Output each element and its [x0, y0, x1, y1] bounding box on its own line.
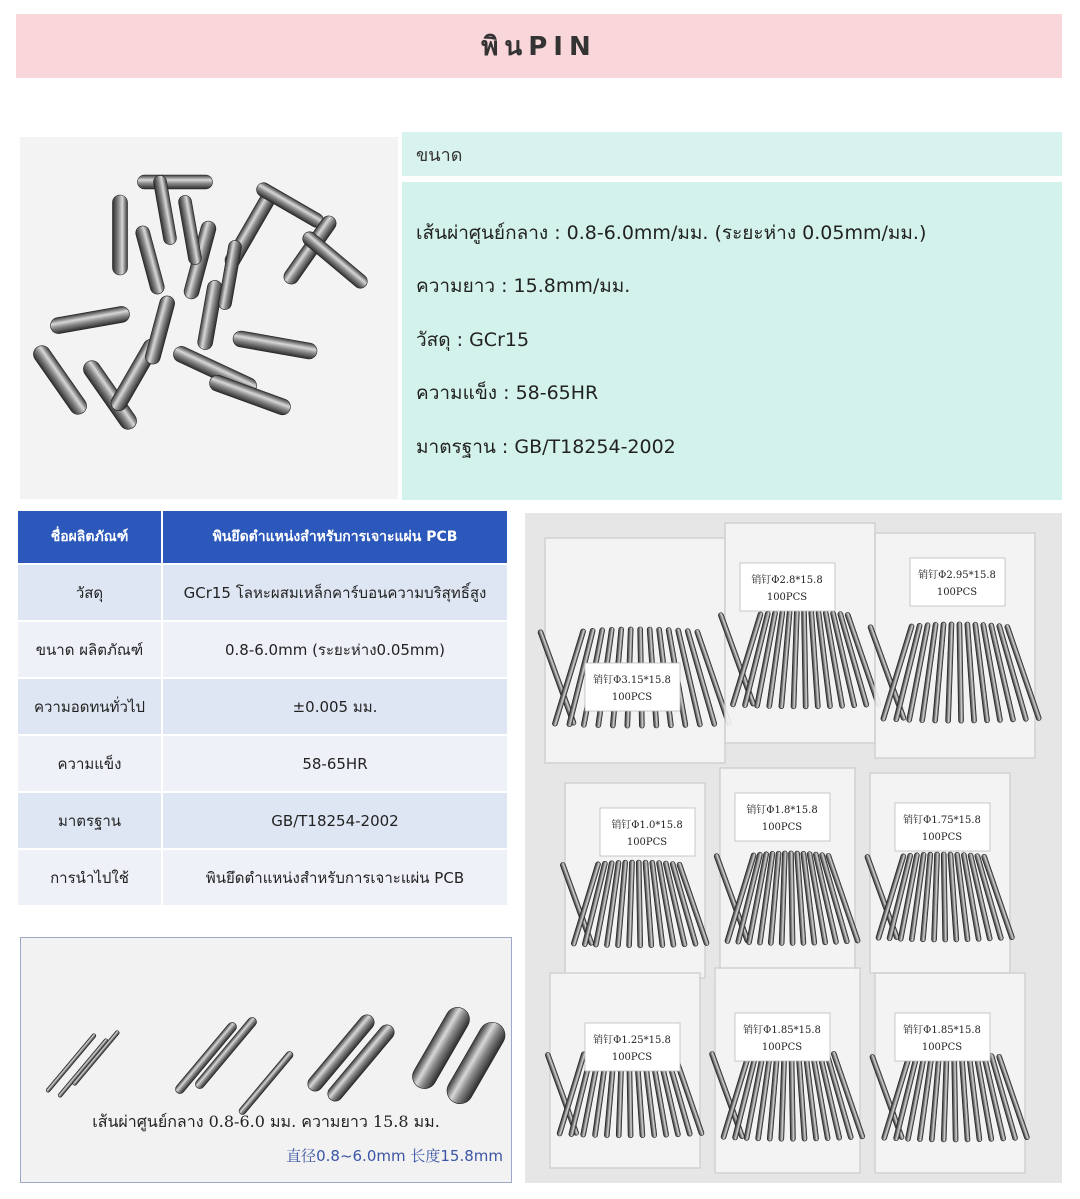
- pin-bags-photo: [525, 513, 1062, 1183]
- spec-diameter: เส้นผ่าศูนย์กลาง : 0.8-6.0mm/มม. (ระยะห่าง 0.05mm/มม.): [416, 221, 927, 244]
- pins-pile-photo: [20, 137, 398, 499]
- bag-qty-text: 100PCS: [921, 1042, 963, 1053]
- pin-shape: [72, 1030, 120, 1086]
- pin-bags-image: [525, 513, 1062, 1183]
- table-cell-value: 0.8-6.0mm (ระยะห่าง0.05mm): [162, 621, 508, 678]
- bag-label-text: 销钉Φ1.85*15.8: [903, 1025, 981, 1036]
- table-cell-value: GCr15 โลหะผสมเหล็กคาร์บอนความบริสุทธิ์สูง: [162, 564, 508, 621]
- pin-shape: [197, 279, 224, 351]
- spec-material: วัสดุ : GCr15: [416, 328, 530, 351]
- table-cell-label: ความอดทนทั่วไป: [17, 678, 162, 735]
- bag-label: [895, 1013, 990, 1061]
- bag-label: [735, 1013, 830, 1061]
- product-table: [16, 509, 509, 907]
- table-cell-label: ขนาด ผลิตภัณฑ์: [17, 621, 162, 678]
- table-row: [17, 792, 508, 849]
- bag-label-text: 销钉Φ1.25*15.8: [593, 1035, 671, 1046]
- bag-qty-text: 100PCS: [611, 692, 653, 703]
- table-cell-value: GB/T18254-2002: [162, 792, 508, 849]
- pin-sizes-photo: [20, 937, 512, 1183]
- bag-label: [585, 663, 680, 711]
- bag-label-text: 销钉Φ2.95*15.8: [918, 570, 996, 581]
- bag-label: [910, 558, 1005, 606]
- bag-qty-text: 100PCS: [626, 837, 668, 848]
- table-cell-label: มาตรฐาน: [17, 792, 162, 849]
- table-row: [17, 735, 508, 792]
- bag-label-text: 销钉Φ1.0*15.8: [611, 820, 683, 831]
- bag-qty-text: 100PCS: [936, 587, 978, 598]
- table-header-row: [17, 510, 508, 564]
- bag-label-text: 销钉Φ1.8*15.8: [746, 805, 818, 816]
- table-cell-value: ±0.005 มม.: [162, 678, 508, 735]
- bag-label-text: 销钉Φ3.15*15.8: [593, 675, 671, 686]
- table-row: [17, 678, 508, 735]
- bag-label-text: 销钉Φ1.75*15.8: [903, 815, 981, 826]
- pin-shape: [138, 175, 213, 189]
- bag-label: [895, 803, 990, 851]
- pin-shape: [30, 342, 90, 417]
- table-row: [17, 621, 508, 678]
- bag-label: [585, 1023, 680, 1071]
- bag-qty-text: 100PCS: [761, 1042, 803, 1053]
- spec-body: [402, 182, 1062, 500]
- bag-qty-text: 100PCS: [766, 592, 808, 603]
- table-cell-label: วัสดุ: [17, 564, 162, 621]
- page-title: พินPIN: [481, 31, 597, 62]
- spec-length: ความยาว : 15.8mm/มม.: [416, 275, 631, 298]
- pin-caption-thai: เส้นผ่าศูนย์กลาง 0.8-6.0 มม. ความยาว 15.8 มม.: [92, 1112, 440, 1131]
- bag-label: [600, 808, 695, 856]
- pin-shape: [178, 194, 203, 265]
- pins-pile-image: [20, 137, 398, 499]
- pin-caption-chinese: 直径0.8~6.0mm 长度15.8mm: [286, 1147, 503, 1165]
- pin-shape: [232, 330, 318, 361]
- pin-shape: [134, 224, 166, 295]
- page-title-bar: [16, 14, 1062, 78]
- pin-shape: [218, 239, 243, 310]
- pin-shape: [238, 1050, 295, 1116]
- table-header-label: ชื่อผลิตภัณฑ์: [17, 510, 162, 564]
- spec-header: ขนาด: [402, 132, 1062, 176]
- table-row: [17, 849, 508, 906]
- bag-label-text: 销钉Φ2.8*15.8: [751, 575, 823, 586]
- table-cell-value: 58-65HR: [162, 735, 508, 792]
- table-row: [17, 564, 508, 621]
- spec-hardness: ความแข็ง : 58-65HR: [416, 382, 599, 405]
- pin-shape: [49, 305, 131, 335]
- table-cell-label: การนำไปใช้: [17, 849, 162, 906]
- table-cell-value: พินยึดตำแหน่งสำหรับการเจาะแผ่น PCB: [162, 849, 508, 906]
- bag-label-text: 销钉Φ1.85*15.8: [743, 1025, 821, 1036]
- bag-label: [740, 563, 835, 611]
- table-cell-label: ความแข็ง: [17, 735, 162, 792]
- bag-qty-text: 100PCS: [761, 822, 803, 833]
- pin-shape: [144, 294, 177, 365]
- bag-qty-text: 100PCS: [611, 1052, 653, 1063]
- bag-label: [735, 793, 830, 841]
- pin-shape: [113, 195, 128, 275]
- spec-standard: มาตรฐาน : GB/T18254-2002: [416, 435, 676, 458]
- bag-qty-text: 100PCS: [921, 832, 963, 843]
- table-header-value: พินยึดตำแหน่งสำหรับการเจาะแผ่น PCB: [162, 510, 508, 564]
- pin-bag: [545, 538, 725, 763]
